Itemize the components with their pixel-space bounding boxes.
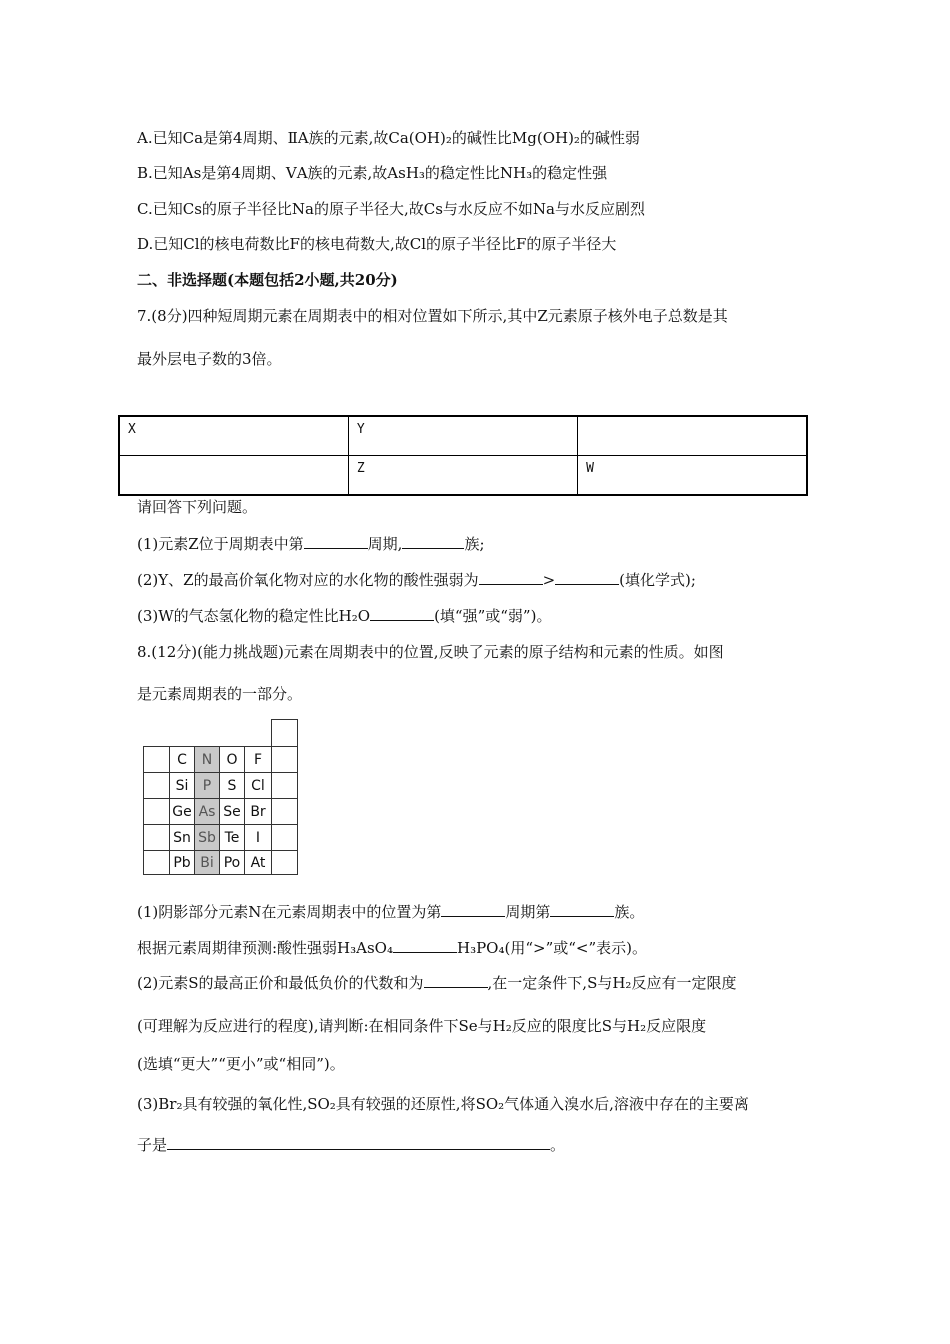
text: 根据元素周期律预测:酸性强弱H₃AsO₄ bbox=[137, 939, 393, 957]
periodic-cell-shaded: Sb bbox=[194, 824, 220, 851]
periodic-cell: C bbox=[169, 746, 195, 773]
text: (1)阴影部分元素N在元素周期表中的位置为第 bbox=[137, 903, 442, 921]
periodic-table-fragment bbox=[143, 719, 299, 875]
text: (1)元素Z位于周期表中第 bbox=[137, 535, 304, 553]
answer-blank[interactable] bbox=[167, 1135, 550, 1150]
q8-stem-line2: 是元素周期表的一部分。 bbox=[137, 685, 303, 703]
text: (2)Y、Z的最高价氧化物对应的水化物的酸性强弱为 bbox=[137, 571, 479, 589]
q7-part2 bbox=[137, 570, 696, 590]
periodic-cell-shaded: Bi bbox=[194, 850, 220, 875]
table-cell-y: Y bbox=[348, 416, 577, 456]
table-row bbox=[119, 456, 807, 496]
option-c: C.已知Cs的原子半径比Na的原子半径大,故Cs与水反应不如Na与水反应剧烈 bbox=[137, 200, 645, 218]
answer-blank[interactable] bbox=[550, 902, 614, 917]
periodic-cell: Br bbox=[244, 798, 272, 825]
periodic-cell-empty bbox=[143, 798, 170, 825]
text: > bbox=[542, 571, 556, 589]
periodic-cell: Te bbox=[219, 824, 245, 851]
table-cell-w: W bbox=[578, 456, 807, 496]
option-b: B.已知As是第4周期、ⅤA族的元素,故AsH₃的稳定性比NH₃的稳定性强 bbox=[137, 164, 608, 182]
table-cell-z: Z bbox=[348, 456, 577, 496]
periodic-cell: O bbox=[219, 746, 245, 773]
text: ,在一定条件下,S与H₂反应有一定限度 bbox=[487, 974, 737, 992]
text: (3)W的气态氢化物的稳定性比H₂O bbox=[137, 607, 371, 625]
periodic-cell: Si bbox=[169, 772, 195, 799]
q8-part2 bbox=[137, 973, 736, 993]
periodic-cell: S bbox=[219, 772, 245, 799]
text: (填化学式); bbox=[619, 571, 696, 589]
element-position-table bbox=[118, 415, 808, 496]
periodic-cell-empty bbox=[143, 850, 170, 875]
q7-prompt: 请回答下列问题。 bbox=[137, 498, 258, 516]
answer-blank[interactable] bbox=[370, 606, 434, 621]
periodic-cell-shaded: N bbox=[194, 746, 220, 773]
section-heading: 二、非选择题(本题包括2小题,共20分) bbox=[137, 271, 398, 289]
periodic-cell-shaded: P bbox=[194, 772, 220, 799]
q8-part2-line3: (选填“更大”“更小”或“相同”)。 bbox=[137, 1055, 345, 1073]
text: H₃PO₄(用“>”或“<”表示)。 bbox=[457, 939, 648, 957]
q8-stem-line1: 8.(12分)(能力挑战题)元素在周期表中的位置,反映了元素的原子结构和元素的性质。如图 bbox=[137, 643, 724, 661]
periodic-cell-empty bbox=[271, 824, 298, 851]
answer-blank[interactable] bbox=[402, 534, 464, 549]
text: 。 bbox=[550, 1136, 566, 1154]
periodic-cell: Po bbox=[219, 850, 245, 875]
text: 周期第 bbox=[505, 903, 551, 921]
table-cell-x: X bbox=[119, 416, 348, 456]
periodic-cell: Sn bbox=[169, 824, 195, 851]
periodic-cell-empty bbox=[271, 798, 298, 825]
table-cell-empty bbox=[578, 416, 807, 456]
q8-part2-line2: (可理解为反应进行的程度),请判断:在相同条件下Se与H₂反应的限度比S与H₂反应限度 bbox=[137, 1017, 707, 1035]
q7-stem-line2: 最外层电子数的3倍。 bbox=[137, 350, 282, 368]
periodic-cell-empty bbox=[271, 746, 298, 773]
text: 周期, bbox=[367, 535, 403, 553]
text: 子是 bbox=[137, 1136, 168, 1154]
q8-part1-prediction bbox=[137, 938, 647, 958]
q8-part3: (3)Br₂具有较强的氧化性,SO₂具有较强的还原性,将SO₂气体通入溴水后,溶液中存在的主要离 bbox=[137, 1095, 749, 1113]
text: (2)元素S的最高正价和最低负价的代数和为 bbox=[137, 974, 424, 992]
option-d: D.已知Cl的核电荷数比F的核电荷数大,故Cl的原子半径比F的原子半径大 bbox=[137, 235, 617, 253]
answer-blank[interactable] bbox=[424, 973, 488, 988]
q7-part3 bbox=[137, 606, 551, 626]
answer-blank[interactable] bbox=[304, 534, 368, 549]
answer-blank[interactable] bbox=[441, 902, 505, 917]
table-row bbox=[119, 416, 807, 456]
periodic-cell: Pb bbox=[169, 850, 195, 875]
periodic-cell-empty bbox=[143, 746, 170, 773]
answer-blank[interactable] bbox=[555, 570, 619, 585]
q8-part3-line2 bbox=[137, 1135, 565, 1155]
periodic-cell-empty bbox=[143, 824, 170, 851]
text: 族; bbox=[464, 535, 485, 553]
periodic-cell-empty bbox=[271, 850, 298, 875]
periodic-cell: Cl bbox=[244, 772, 272, 799]
table-cell-empty bbox=[119, 456, 348, 496]
q8-part1 bbox=[137, 902, 644, 922]
periodic-cell: I bbox=[244, 824, 272, 851]
periodic-cell: Ge bbox=[169, 798, 195, 825]
text: (填“强”或“弱”)。 bbox=[434, 607, 552, 625]
periodic-cell-empty bbox=[271, 719, 298, 747]
text: 族。 bbox=[614, 903, 645, 921]
periodic-cell: At bbox=[244, 850, 272, 875]
periodic-cell: Se bbox=[219, 798, 245, 825]
option-a: A.已知Ca是第4周期、ⅡA族的元素,故Ca(OH)₂的碱性比Mg(OH)₂的碱性弱 bbox=[137, 129, 640, 147]
answer-blank[interactable] bbox=[393, 938, 457, 953]
periodic-cell-shaded: As bbox=[194, 798, 220, 825]
answer-blank[interactable] bbox=[479, 570, 543, 585]
q7-part1 bbox=[137, 534, 485, 554]
periodic-cell-empty bbox=[143, 772, 170, 799]
periodic-cell-empty bbox=[271, 772, 298, 799]
periodic-cell: F bbox=[244, 746, 272, 773]
q7-stem-line1: 7.(8分)四种短周期元素在周期表中的相对位置如下所示,其中Z元素原子核外电子总数是其 bbox=[137, 307, 728, 325]
